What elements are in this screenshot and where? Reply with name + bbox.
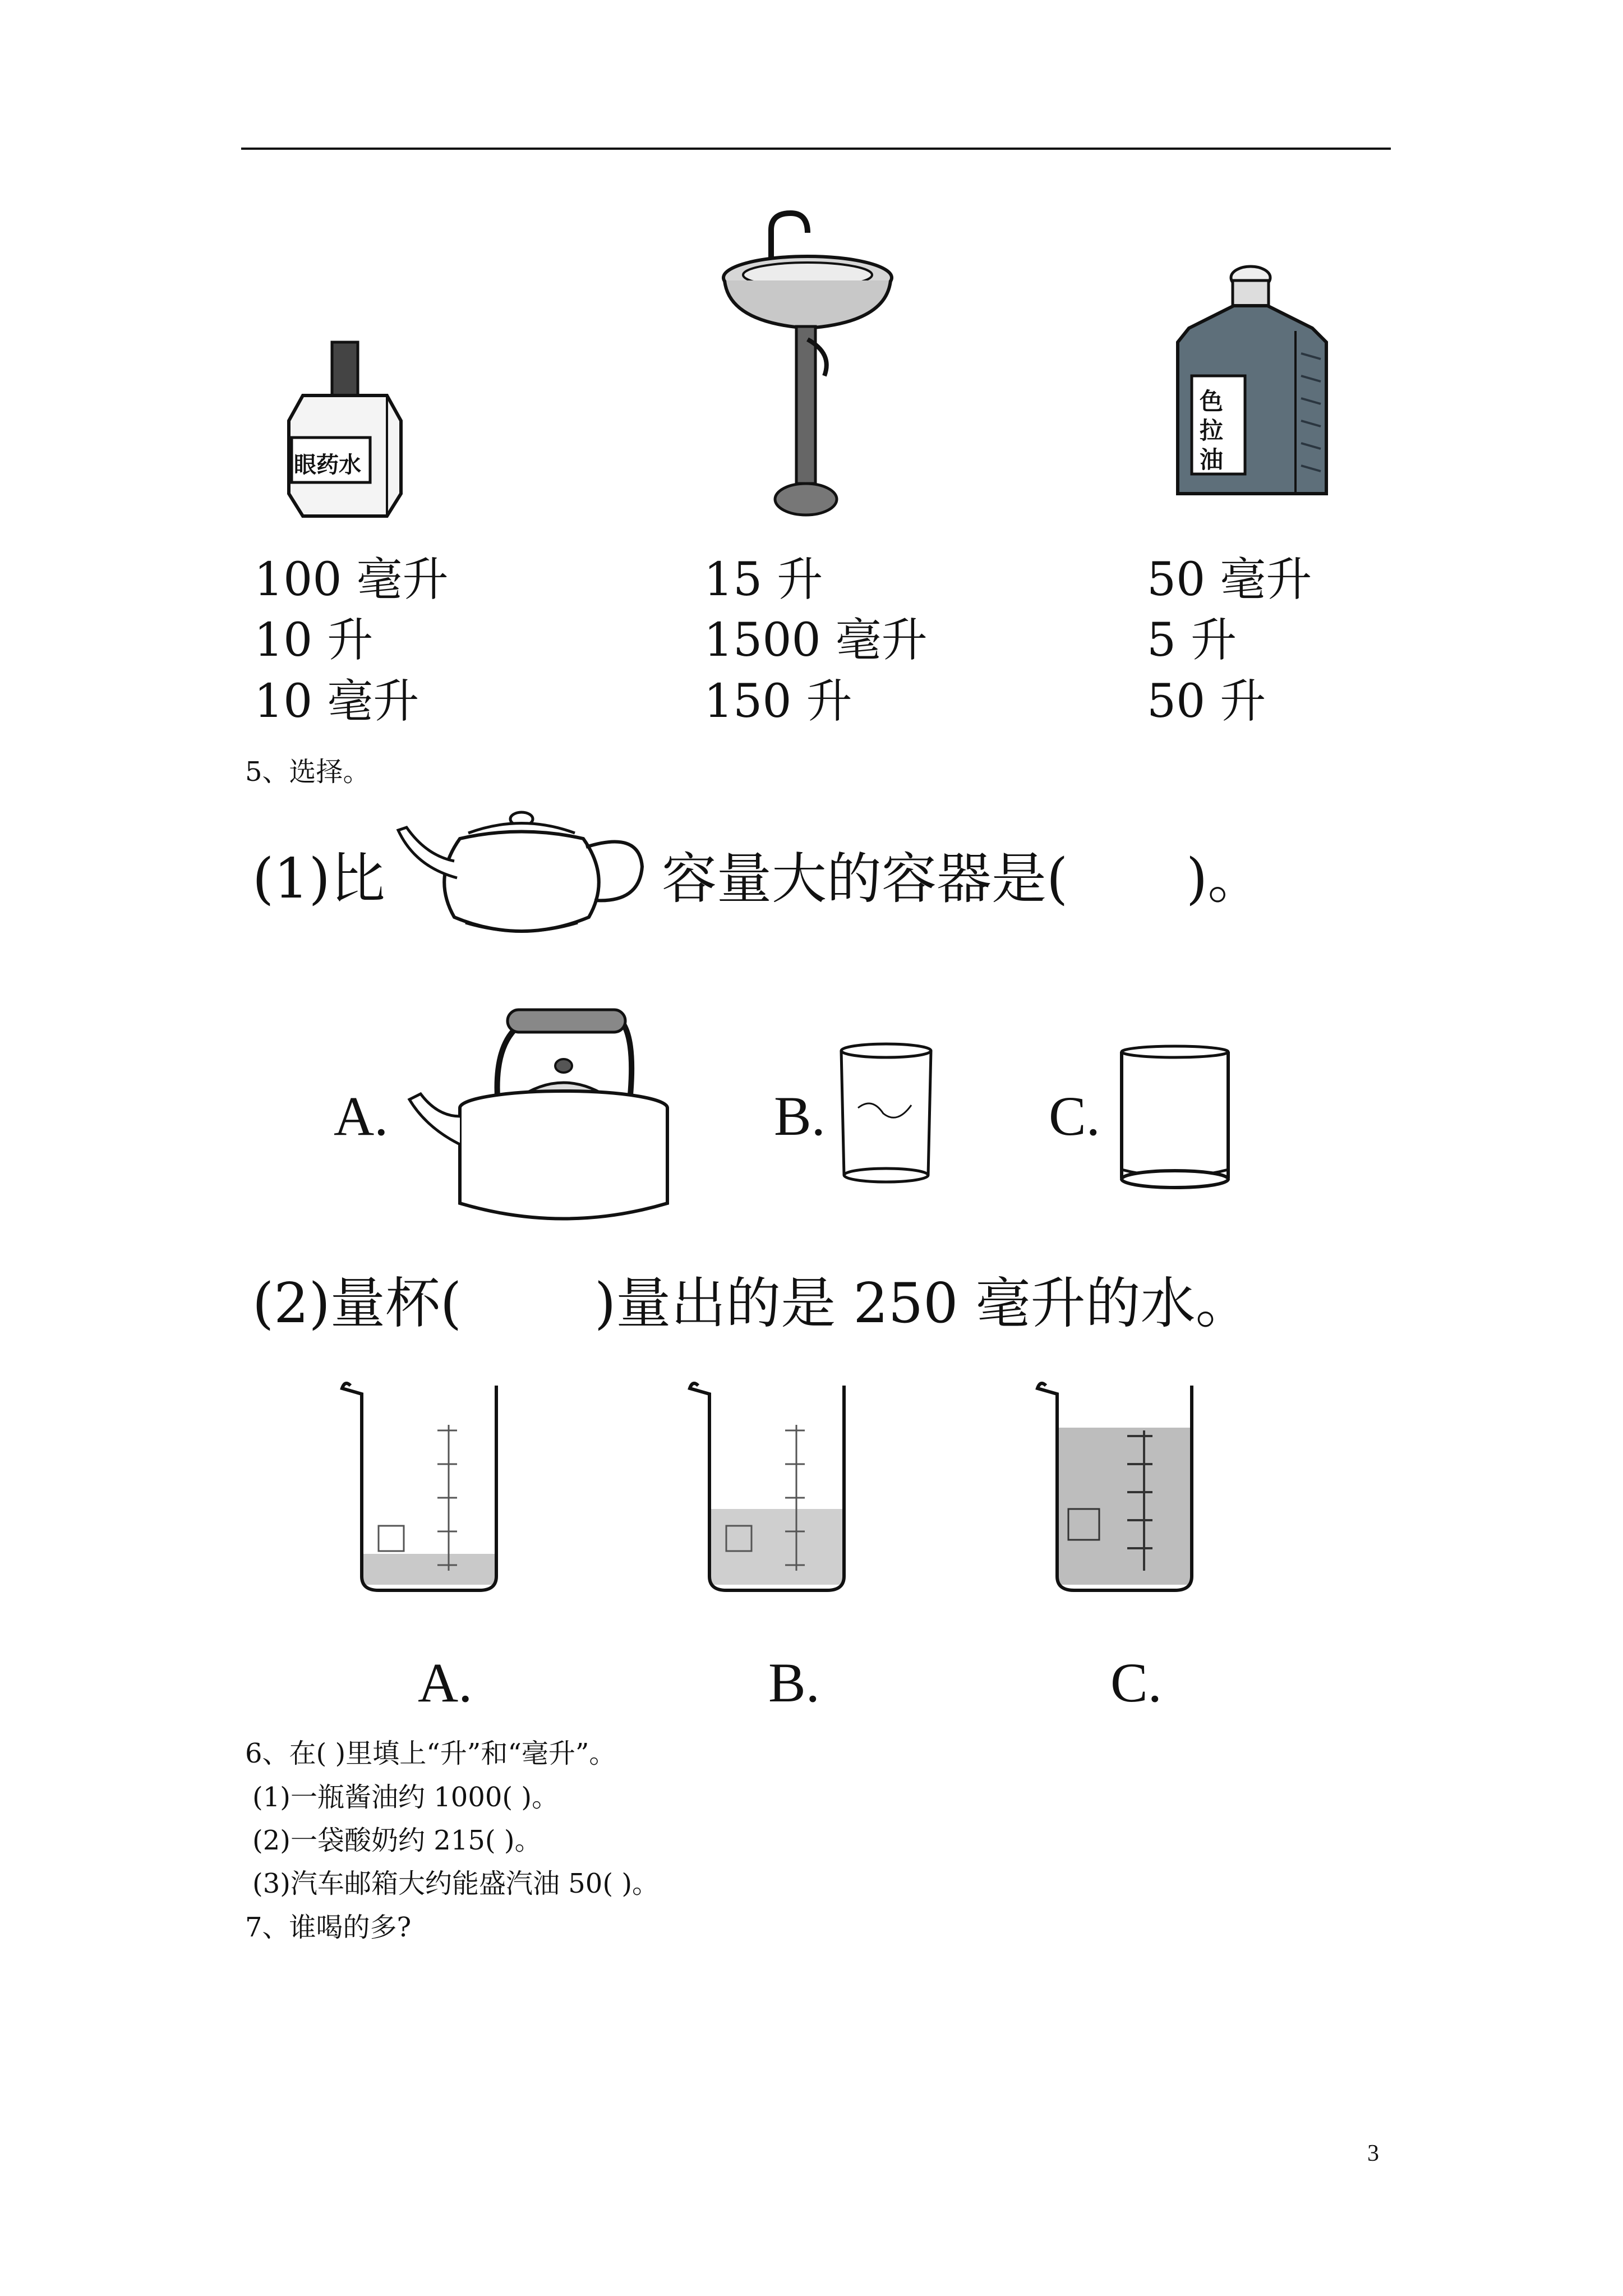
beaker-a-image: [339, 1374, 519, 1599]
option-text: 50 升: [1147, 675, 1266, 728]
salad-oil-bottle-image: [1166, 264, 1335, 499]
question-text: )量出的是 250 毫升的水。: [594, 1272, 1251, 1336]
wash-basin-image: [718, 208, 897, 522]
page-number: 3: [1367, 2141, 1379, 2166]
question-text: 容量大的容器是(: [662, 847, 1068, 911]
beaker-c-image: [1035, 1374, 1214, 1599]
choice-c-label: C.: [1110, 1651, 1162, 1714]
header-rule: [241, 148, 1391, 150]
option-text: 5 升: [1147, 614, 1237, 667]
eye-drops-bottle-image: [280, 337, 409, 522]
question-text: (2)量杯(: [252, 1272, 462, 1336]
option-text: 100 毫升: [254, 553, 449, 606]
option-text: 15 升: [704, 553, 823, 606]
choice-c-label: C.: [1049, 1085, 1100, 1147]
option-text: 1500 毫升: [704, 614, 928, 667]
eye-drops-label: 眼药水: [294, 452, 361, 478]
option-text: 10 升: [254, 614, 374, 667]
choice-a-label: A.: [418, 1651, 473, 1714]
question-item: (1)一瓶酱油约 1000( )。: [252, 1782, 559, 1813]
question-title: 7、谁喝的多?: [245, 1912, 412, 1943]
choice-b-label: B.: [768, 1651, 820, 1714]
beaker-b-image: [687, 1374, 866, 1599]
glass-b-image: [838, 1041, 934, 1186]
choice-a-label: A.: [334, 1085, 389, 1147]
option-text: 150 升: [704, 675, 852, 728]
choice-b-label: B.: [774, 1085, 826, 1147]
question-text: )。: [1186, 847, 1263, 911]
question-item: (3)汽车邮箱大约能盛汽油 50( )。: [252, 1868, 660, 1899]
glass-c-image: [1119, 1043, 1231, 1192]
question-title: 5、选择。: [245, 756, 370, 788]
option-text: 10 毫升: [254, 675, 419, 728]
option-text: 50 毫升: [1147, 553, 1312, 606]
kettle-image: [404, 982, 662, 1240]
question-title: 6、在( )里填上“升”和“毫升”。: [245, 1738, 616, 1769]
question-text: (1)比: [252, 847, 385, 911]
teapot-image: [393, 799, 656, 951]
question-item: (2)一袋酸奶约 215( )。: [252, 1825, 542, 1856]
salad-oil-label: 色拉油: [1199, 388, 1223, 473]
